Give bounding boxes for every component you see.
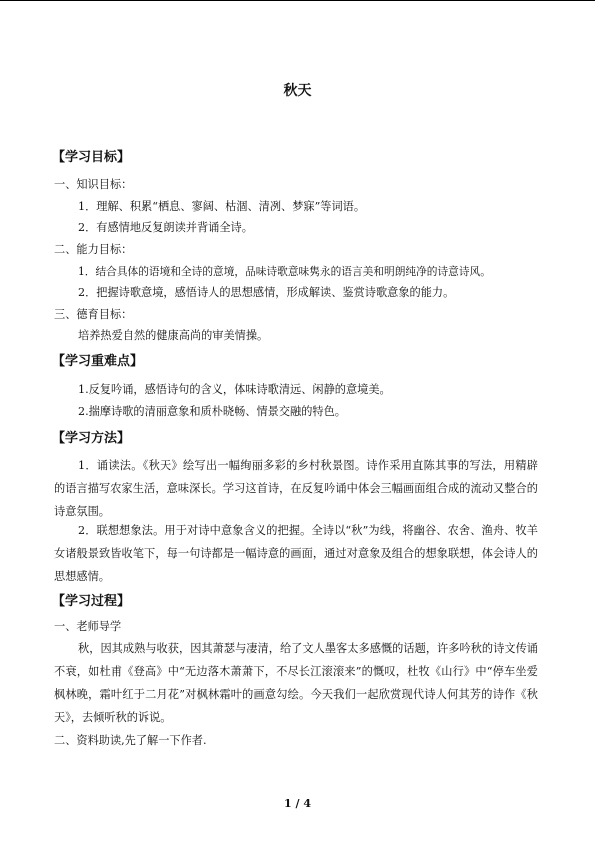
ability-goal-item-2: 2．把握诗歌意境，感悟诗人的思想感情，形成解读、鉴赏诗歌意象的能力。 <box>78 286 455 299</box>
knowledge-goal-title: 一、知识目标： <box>54 178 133 191</box>
top-border-line <box>0 0 595 1</box>
method-paragraph-2: 2．联想想象法。用于对诗中意象含义的把握。全诗以“秋”为线，将幽谷、农舍、渔舟、牧羊女诸般景致皆收笔下，每一句诗都是一幅诗意的画面，通过对意象及组合的想象联想，体会诗人的思想感情。 <box>54 524 538 583</box>
process-step-1-paragraph: 秋，因其成熟与收获，因其萧瑟与凄清，给了文人墨客太多感慨的话题，许多吟秋的诗文传诵不衰，如杜甫《登高》中“无边落木萧萧下，不尽长江滚滚来”的慨叹，杜牧《山行》中“停车坐爱枫林晚，霜叶红于二月花”对枫林霜叶的画意勾绘。今天我们一起欣赏现代诗人何其芳的诗作《秋天》，去倾听秋的诉说。 <box>54 642 538 724</box>
key-point-item-2: 2.揣摩诗歌的清丽意象和质朴晓畅、情景交融的特色。 <box>78 405 346 418</box>
heading-learning-methods: 【学习方法】 <box>52 431 131 446</box>
ability-goal-title: 二、能力目标： <box>54 243 133 256</box>
ability-goal-item-1: 1．结合具体的语境和全诗的意境，品味诗歌意味隽永的语言美和明朗纯净的诗意诗风。 <box>78 265 491 278</box>
knowledge-goal-item-1: 1．理解、积累“栖息、寥阔、枯涸、清冽、梦寐”等词语。 <box>78 200 366 213</box>
process-step-1-title: 一、老师导学 <box>54 620 122 633</box>
key-point-item-1: 1.反复吟诵，感悟诗句的含义，体味诗歌清远、闲静的意境美。 <box>78 383 391 396</box>
heading-key-points: 【学习重难点】 <box>52 354 144 369</box>
method-paragraph-1: 1．诵读法。《秋天》绘写出一幅绚丽多彩的乡村秋景图。诗作采用直陈其事的写法，用精辟的语言描写农家生活，意味深长。学习这首诗，在反复吟诵中体会三幅画面组合成的流动又整合的诗意氛围。 <box>54 459 538 518</box>
moral-goal-title: 三、德育目标： <box>54 308 133 321</box>
process-step-2-title: 二、资料助读,先了解一下作者. <box>54 734 207 747</box>
page-title: 秋天 <box>283 83 312 99</box>
heading-learning-process: 【学习过程】 <box>52 594 131 609</box>
page-number: 1 / 4 <box>284 797 311 810</box>
heading-learning-goals: 【学习目标】 <box>52 150 131 165</box>
knowledge-goal-item-2: 2．有感情地反复朗读并背诵全诗。 <box>78 221 253 234</box>
moral-goal-item-1: 培养热爱自然的健康高尚的审美情操。 <box>78 329 269 342</box>
